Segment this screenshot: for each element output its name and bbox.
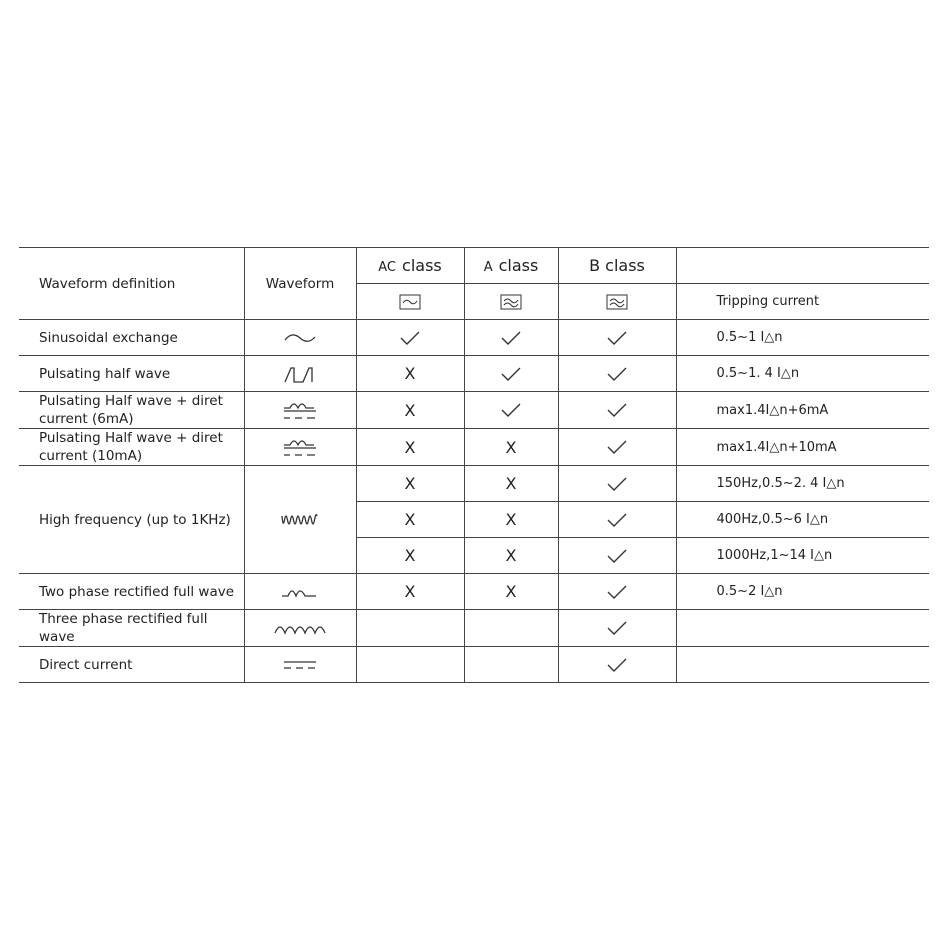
b-class-cell	[558, 647, 676, 683]
tripping-current: 0.5~2 I△n	[676, 574, 929, 610]
header-blank	[676, 248, 929, 284]
direct-current-icon	[244, 647, 356, 683]
b-class-cell	[558, 356, 676, 392]
tripping-current: 150Hz,0.5~2. 4 I△n	[676, 466, 929, 502]
tripping-current	[676, 647, 929, 683]
check-icon	[606, 656, 628, 674]
a-symbol-icon	[464, 284, 558, 320]
check-icon	[606, 329, 628, 347]
table-row	[19, 610, 929, 647]
waveform-definition: Pulsating Half wave + diret current (10mA)	[19, 429, 244, 466]
a-class-cell	[464, 610, 558, 647]
a-class-cell	[464, 392, 558, 429]
tripping-current: 1000Hz,1~14 I△n	[676, 538, 929, 574]
three-phase-rectified-icon	[244, 610, 356, 647]
header-waveform: Waveform	[244, 248, 356, 320]
table-row	[19, 466, 929, 502]
table-row	[19, 429, 929, 466]
half-wave-dc-icon	[244, 429, 356, 466]
check-icon	[500, 401, 522, 419]
half-wave-dc-icon	[244, 392, 356, 429]
waveform-definition: Direct current	[19, 647, 244, 683]
a-class-cell: X	[464, 502, 558, 538]
waveform-definition: Pulsating half wave	[19, 356, 244, 392]
sine-wave-icon	[244, 320, 356, 356]
header-ac-class: AC class	[356, 248, 464, 284]
b-class-cell	[558, 320, 676, 356]
check-icon	[500, 329, 522, 347]
table-row	[19, 392, 929, 429]
check-icon	[606, 547, 628, 565]
a-class-cell: X	[464, 538, 558, 574]
ac-class-cell: X	[356, 574, 464, 610]
ac-class-cell: X	[356, 356, 464, 392]
waveform-definition: High frequency (up to 1KHz)	[19, 466, 244, 574]
header-b-class: B class	[558, 248, 676, 284]
check-icon	[606, 438, 628, 456]
b-class-cell	[558, 574, 676, 610]
ac-class-cell: X	[356, 502, 464, 538]
tripping-current: 400Hz,0.5~6 I△n	[676, 502, 929, 538]
ac-class-cell	[356, 647, 464, 683]
waveform-definition: Pulsating Half wave + diret current (6mA)	[19, 392, 244, 429]
check-icon	[606, 619, 628, 637]
table-row	[19, 356, 929, 392]
header-a-class: A class	[464, 248, 558, 284]
b-class-cell	[558, 429, 676, 466]
ac-class-cell	[356, 320, 464, 356]
pulsating-half-wave-icon	[244, 356, 356, 392]
ac-class-cell: X	[356, 392, 464, 429]
check-icon	[606, 583, 628, 601]
b-class-cell	[558, 610, 676, 647]
tripping-current	[676, 610, 929, 647]
a-class-cell: X	[464, 466, 558, 502]
a-class-cell: X	[464, 574, 558, 610]
rcd-type-table	[19, 247, 929, 683]
b-symbol-icon	[558, 284, 676, 320]
b-class-cell	[558, 392, 676, 429]
a-class-cell	[464, 647, 558, 683]
tripping-current: 0.5~1. 4 I△n	[676, 356, 929, 392]
check-icon	[606, 401, 628, 419]
tripping-current: max1.4I△n+10mA	[676, 429, 929, 466]
check-icon	[399, 329, 421, 347]
a-class-cell	[464, 356, 558, 392]
b-class-cell	[558, 538, 676, 574]
check-icon	[606, 365, 628, 383]
tripping-current: 0.5~1 I△n	[676, 320, 929, 356]
two-phase-rectified-icon	[244, 574, 356, 610]
ac-class-cell: X	[356, 538, 464, 574]
check-icon	[500, 365, 522, 383]
b-class-cell	[558, 502, 676, 538]
ac-class-cell: X	[356, 429, 464, 466]
ac-class-cell	[356, 610, 464, 647]
table-row	[19, 647, 929, 683]
check-icon	[606, 475, 628, 493]
waveform-definition: Sinusoidal exchange	[19, 320, 244, 356]
a-class-cell: X	[464, 429, 558, 466]
header-tripping-current: Tripping current	[676, 284, 929, 320]
table-row	[19, 320, 929, 356]
b-class-cell	[558, 466, 676, 502]
high-frequency-icon	[244, 466, 356, 574]
header-waveform-definition: Waveform definition	[19, 248, 244, 320]
tripping-current: max1.4I△n+6mA	[676, 392, 929, 429]
ac-symbol-icon	[356, 284, 464, 320]
waveform-definition: Three phase rectified full wave	[19, 610, 244, 647]
ac-class-cell: X	[356, 466, 464, 502]
a-class-cell	[464, 320, 558, 356]
table-row	[19, 574, 929, 610]
waveform-definition: Two phase rectified full wave	[19, 574, 244, 610]
check-icon	[606, 511, 628, 529]
